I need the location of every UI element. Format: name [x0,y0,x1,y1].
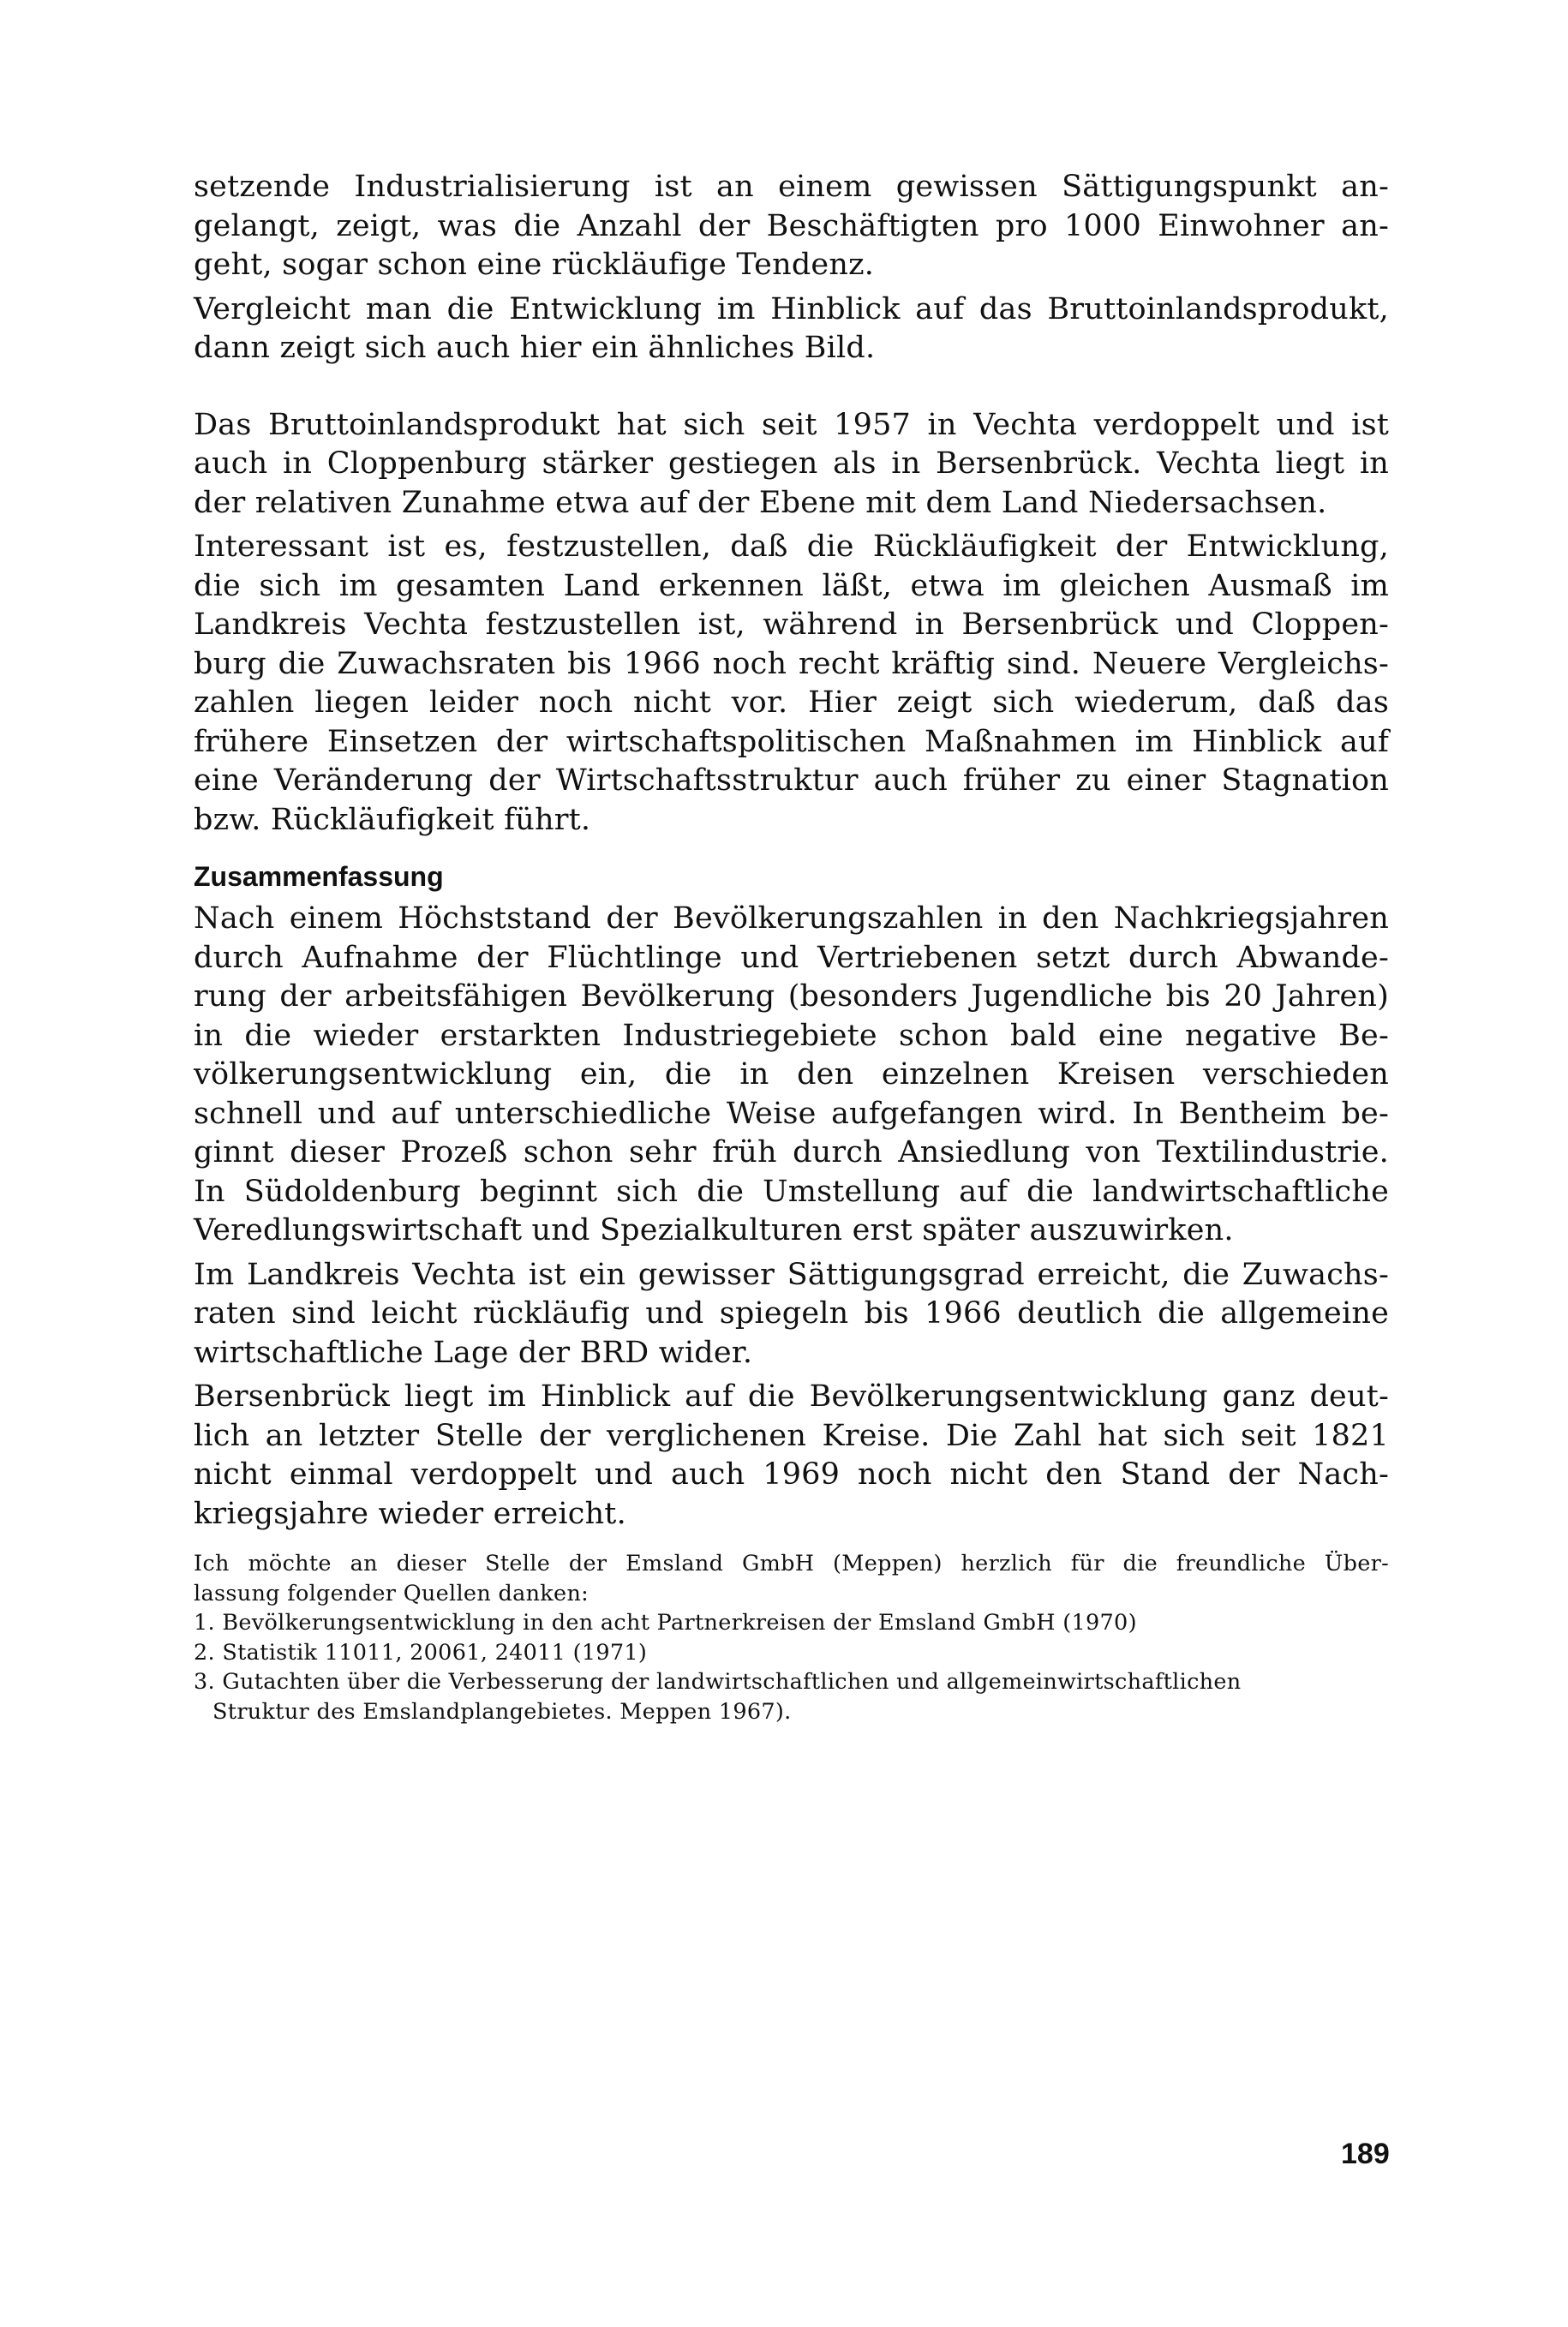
text-line: nicht einmal verdoppelt und auch 1969 noch nicht den Stand der Nach- [194,1457,1389,1492]
paragraph-gdp [194,406,1389,523]
paragraph-summary-bersenbrueck [194,1378,1389,1534]
text-line: in die wieder erstarkten Industriegebiete schon bald eine negative Be- [194,1018,1389,1053]
text-line: zahlen liegen leider noch nicht vor. Hier zeigt sich wiederum, daß das [194,685,1389,720]
note-line: Ich möchte an dieser Stelle der Emsland GmbH (Meppen) herzlich für die freundliche Über- [194,1551,1389,1576]
text-line: rung der arbeitsfähigen Bevölkerung (besonders Jugendliche bis 20 Jahren) [194,979,1389,1014]
text-line: geht, sogar schon eine rückläufige Tendenz. [194,248,875,282]
source-item: 2. Statistik 11011, 20061, 24011 (1971) [194,1639,648,1666]
text-line: bzw. Rückläufigkeit führt. [194,802,591,837]
acknowledgement-notes [194,1549,1389,1726]
text-line: durch Aufnahme der Flüchtlinge und Vertriebenen setzt durch Abwande- [194,940,1389,975]
text-line: frühere Einsetzen der wirtschaftspolitischen Maßnahmen im Hinblick auf [194,724,1389,759]
section-heading: Zusammenfassung [194,861,444,892]
paragraph-decline [194,528,1389,840]
text-line: burg die Zuwachsraten bis 1966 noch recht kräftig sind. Neuere Vergleichs- [194,646,1389,681]
text-line: Landkreis Vechta festzustellen ist, während in Bersenbrück und Cloppen- [194,607,1389,642]
text-line: der relativen Zunahme etwa auf der Ebene mit dem Land Niedersachsen. [194,485,1327,520]
text-line: schnell und auf unterschiedliche Weise aufgefangen wird. In Bentheim be- [194,1096,1389,1131]
text-line: In Südoldenburg beginnt sich die Umstellung auf die landwirtschaftliche [194,1174,1389,1209]
page-body [194,168,1389,1726]
source-item-continuation: Struktur des Emslandplangebietes. Meppen 1967). [212,1698,792,1725]
paragraph-summary-population [194,900,1389,1251]
text-line: dann zeigt sich auch hier ein ähnliches Bild. [194,331,876,365]
source-item: 1. Bevölkerungsentwicklung in den acht Partnerkreisen der Emsland GmbH (1970) [194,1610,1137,1636]
text-line: gelangt, zeigt, was die Anzahl der Beschäftigten pro 1000 Einwohner an- [194,208,1389,243]
text-line: Im Landkreis Vechta ist ein gewisser Sättigungsgrad erreicht, die Zuwachs- [194,1257,1389,1292]
text-line: Nach einem Höchststand der Bevölkerungszahlen in den Nachkriegsjahren [194,901,1389,936]
text-line: Das Bruttoinlandsprodukt hat sich seit 1957 in Vechta verdoppelt und ist [194,407,1389,442]
text-line: eine Veränderung der Wirtschaftsstruktur auch früher zu einer Stagnation [194,763,1389,798]
paragraph-industrialization [194,168,1389,285]
text-line: ginnt dieser Prozeß schon sehr früh durch Ansiedlung von Textilindustrie. [194,1135,1389,1169]
text-line: völkerungsentwicklung ein, die in den einzelnen Kreisen verschieden [194,1057,1389,1092]
note-line: lassung folgender Quellen danken: [194,1580,589,1606]
page-number: 189 [1341,2138,1390,2170]
text-line: Vergleicht man die Entwicklung im Hinblick auf das Bruttoinlandsprodukt, [194,291,1389,326]
source-item: 3. Gutachten über die Verbesserung der landwirtschaftlichen und allgemeinwirtschaftlichen [194,1669,1242,1695]
text-line: raten sind leicht rückläufig und spiegeln bis 1966 deutlich die allgemeine [194,1296,1389,1331]
text-line: setzende Industrialisierung ist an einem gewissen Sättigungspunkt an- [194,170,1389,204]
text-line: auch in Cloppenburg stärker gestiegen als in Bersenbrück. Vechta liegt in [194,446,1389,481]
text-line: lich an letzter Stelle der verglichenen Kreise. Die Zahl hat sich seit 1821 [194,1418,1389,1453]
paragraph-summary-vechta [194,1256,1389,1373]
text-line: kriegsjahre wieder erreicht. [194,1496,626,1531]
text-line: Interessant ist es, festzustellen, daß die Rückläufigkeit der Entwicklung, [194,529,1389,564]
text-line: Veredlungswirtschaft und Spezialkulturen erst später auszuwirken. [194,1213,1234,1247]
text-line: wirtschaftliche Lage der BRD wider. [194,1335,753,1370]
text-line: Bersenbrück liegt im Hinblick auf die Bevölkerungsentwicklung ganz deut- [194,1379,1389,1414]
text-line: die sich im gesamten Land erkennen läßt, etwa im gleichen Ausmaß im [194,568,1389,603]
paragraph-comparison [194,290,1389,368]
